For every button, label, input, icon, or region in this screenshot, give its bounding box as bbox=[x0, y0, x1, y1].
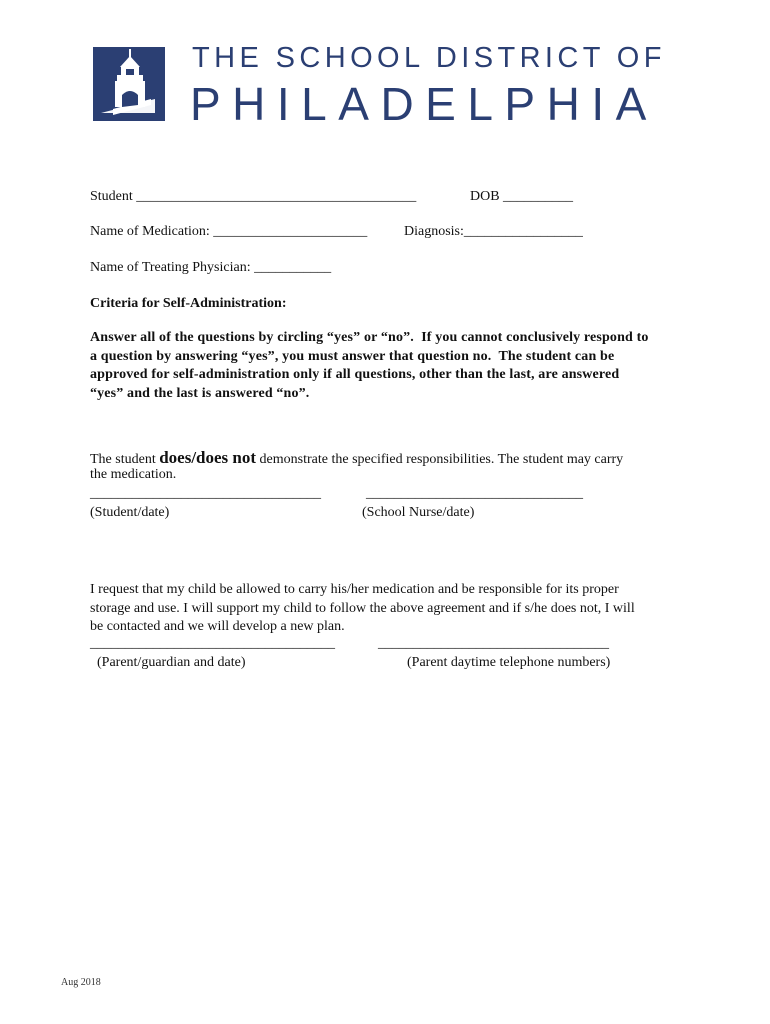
diagnosis-field[interactable]: Diagnosis:_________________ bbox=[404, 224, 583, 239]
parent-phone-label: (Parent daytime telephone numbers) bbox=[407, 655, 611, 670]
statement-suffix: demonstrate the specified responsibilities. The student may carry bbox=[256, 452, 624, 467]
criteria-line: approved for self-administration only if all questions, other than the last, are answered bbox=[90, 367, 620, 382]
request-line: storage and use. I will support my child to follow the above agreement and if s/he does not, I will bbox=[90, 600, 635, 616]
criteria-line: Answer all of the questions by circling “yes” or “no”. If you cannot conclusively respond to bbox=[90, 330, 649, 345]
district-name-line1: THE SCHOOL DISTRICT OF bbox=[192, 42, 666, 74]
student-statement bbox=[90, 448, 623, 468]
statement-line2: the medication. bbox=[90, 467, 177, 482]
nurse-date-label: (School Nurse/date) bbox=[362, 505, 475, 520]
student-date-label: (Student/date) bbox=[90, 505, 170, 520]
criteria-instructions bbox=[90, 329, 649, 403]
school-bell-tower-icon bbox=[93, 47, 165, 121]
request-line: be contacted and we will develop a new plan. bbox=[90, 619, 345, 634]
parent-phone-line[interactable]: _________________________________ bbox=[378, 636, 609, 651]
criteria-line: “yes” and the last is answered “no”. bbox=[90, 385, 310, 401]
district-name-line2: PHILADELPHIA bbox=[190, 78, 658, 130]
parent-signature-line[interactable]: ___________________________________ bbox=[90, 636, 335, 651]
nurse-signature-line[interactable]: _______________________________ bbox=[366, 486, 583, 501]
does-does-not-choice[interactable]: does/does not bbox=[159, 448, 257, 467]
parent-date-label: (Parent/guardian and date) bbox=[97, 655, 246, 670]
student-field[interactable]: Student ________________________________________ bbox=[90, 189, 417, 204]
student-signature-line[interactable]: _________________________________ bbox=[90, 486, 321, 501]
medication-field[interactable]: Name of Medication: ______________________ bbox=[90, 224, 368, 239]
physician-field[interactable]: Name of Treating Physician: ___________ bbox=[90, 260, 332, 275]
parent-request bbox=[90, 581, 635, 637]
footer-date: Aug 2018 bbox=[61, 977, 101, 988]
dob-field[interactable]: DOB __________ bbox=[470, 189, 574, 204]
statement-prefix: The student bbox=[90, 452, 160, 467]
criteria-line: a question by answering “yes”, you must answer that question no. The student can be bbox=[90, 348, 615, 364]
request-line: I request that my child be allowed to carry his/her medication and be responsible for its proper bbox=[90, 582, 619, 597]
criteria-heading: Criteria for Self-Administration: bbox=[90, 296, 287, 311]
